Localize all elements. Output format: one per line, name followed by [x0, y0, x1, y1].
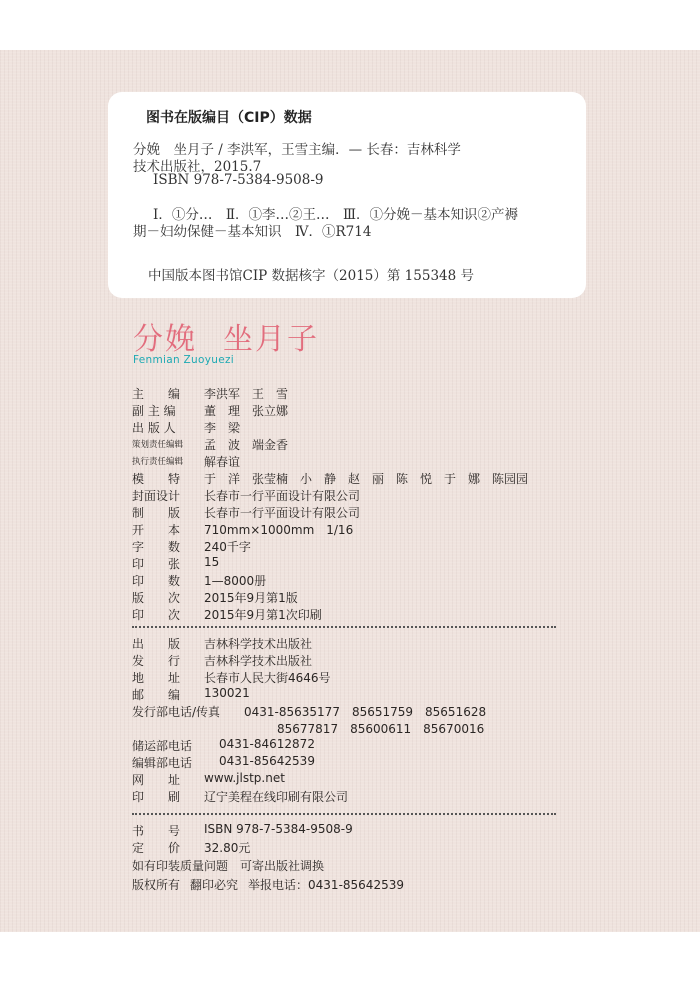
- credit-value: 长春市一行平面设计有限公司: [204, 506, 361, 520]
- credit-label: 印 张: [132, 557, 181, 571]
- credit-label: 字 数: [132, 540, 181, 554]
- report-phone: 举报电话：0431-85642539: [248, 878, 404, 892]
- credit-label: 印 数: [132, 574, 181, 588]
- cip-line-1: 分娩 坐月子 / 李洪军，王雪主编．— 长春：吉林科学: [133, 142, 461, 158]
- credit-label: 出 版 人: [132, 421, 176, 435]
- publisher-label: 网 址: [132, 773, 181, 787]
- publisher-value: 0431-84612872: [219, 737, 315, 751]
- credit-label: 版 次: [132, 591, 181, 605]
- quality-notice: 如有印装质量问题 可寄出版社调换: [132, 859, 325, 873]
- credit-value: 李洪军 王 雪: [204, 387, 289, 401]
- publisher-value: 0431-85635177 85651759 85651628: [244, 705, 487, 719]
- cip-line-5: 期－妇幼保健－基本知识 Ⅳ．①R714: [133, 224, 372, 240]
- publisher-value: 0431-85642539: [219, 754, 315, 768]
- credit-label: 制 版: [132, 506, 181, 520]
- publisher-label: 发行部电话/传真: [132, 705, 221, 719]
- credit-value: 李 梁: [204, 421, 241, 435]
- publisher-label: 地 址: [132, 671, 181, 685]
- credit-value: 2015年9月第1版: [204, 591, 298, 605]
- publisher-value: 辽宁美程在线印刷有限公司: [204, 790, 349, 804]
- credit-label: 主 编: [132, 387, 181, 401]
- credit-value: 孟 波 端金香: [204, 438, 289, 452]
- footer-notes: [132, 857, 404, 895]
- cip-line-4: Ⅰ．①分… Ⅱ．①李…②王… Ⅲ．①分娩－基本知识②产褥: [153, 207, 519, 223]
- publisher-label: 邮 编: [132, 688, 181, 702]
- cip-data-box: [108, 92, 586, 298]
- publisher-value: 吉林科学技术出版社: [204, 637, 313, 651]
- publisher-label: 储运部电话: [132, 739, 193, 753]
- isbn-value: ISBN 978-7-5384-9508-9: [204, 822, 353, 836]
- piracy-text: 翻印必究: [190, 878, 239, 892]
- cip-line-2: 技术出版社，2015.7: [133, 159, 262, 175]
- credit-label: 模 特: [132, 472, 181, 486]
- dotted-divider: [132, 813, 556, 815]
- credit-value: 710mm×1000mm 1/16: [204, 523, 354, 537]
- book-title-pinyin: Fenmian Zuoyuezi: [133, 354, 234, 366]
- credit-value: 15: [204, 555, 220, 569]
- credit-value: 董 理 张立娜: [204, 404, 289, 418]
- publisher-value: 130021: [204, 686, 250, 700]
- credit-label: 策划责任编辑: [132, 440, 184, 450]
- publisher-value: 85677817 85600611 85670016: [277, 722, 485, 736]
- credit-value: 1—8000册: [204, 574, 267, 588]
- cip-line-6: 中国版本图书馆CIP 数据核字（2015）第 155348 号: [148, 268, 475, 284]
- credit-label: 副 主 编: [132, 404, 176, 418]
- credit-label: 封面设计: [132, 489, 181, 503]
- cip-line-3: ISBN 978-7-5384-9508-9: [153, 172, 324, 188]
- credit-value: 长春市一行平面设计有限公司: [204, 489, 361, 503]
- price-label: 定 价: [132, 841, 181, 855]
- publisher-value: www.jlstp.net: [204, 771, 285, 785]
- credit-label: 开 本: [132, 523, 181, 537]
- cip-title: 图书在版编目（CIP）数据: [146, 110, 312, 126]
- rights-line: [132, 876, 404, 895]
- credit-value: 解春谊: [204, 455, 241, 469]
- book-title: [133, 314, 319, 358]
- credit-value: 2015年9月第1次印刷: [204, 608, 322, 622]
- publisher-label: 出 版: [132, 637, 181, 651]
- credit-value: 240千字: [204, 540, 251, 554]
- rights-text: 版权所有: [132, 878, 181, 892]
- publisher-label: 发 行: [132, 654, 181, 668]
- dotted-divider: [132, 626, 556, 628]
- publisher-value: 吉林科学技术出版社: [204, 654, 313, 668]
- publisher-label: 印 刷: [132, 790, 181, 804]
- credit-label: 印 次: [132, 608, 181, 622]
- book-title-part1: 分娩: [133, 322, 197, 357]
- price-value: 32.80元: [204, 841, 251, 855]
- publisher-label: 编辑部电话: [132, 756, 193, 770]
- isbn-label: 书 号: [132, 824, 181, 838]
- publisher-value: 长春市人民大街4646号: [204, 671, 331, 685]
- book-title-part2: 坐月子: [223, 322, 319, 357]
- credit-label: 执行责任编辑: [132, 457, 184, 467]
- credit-value: 于 洋 张莹楠 小 静 赵 丽 陈 悦 于 娜 陈园园: [204, 472, 529, 486]
